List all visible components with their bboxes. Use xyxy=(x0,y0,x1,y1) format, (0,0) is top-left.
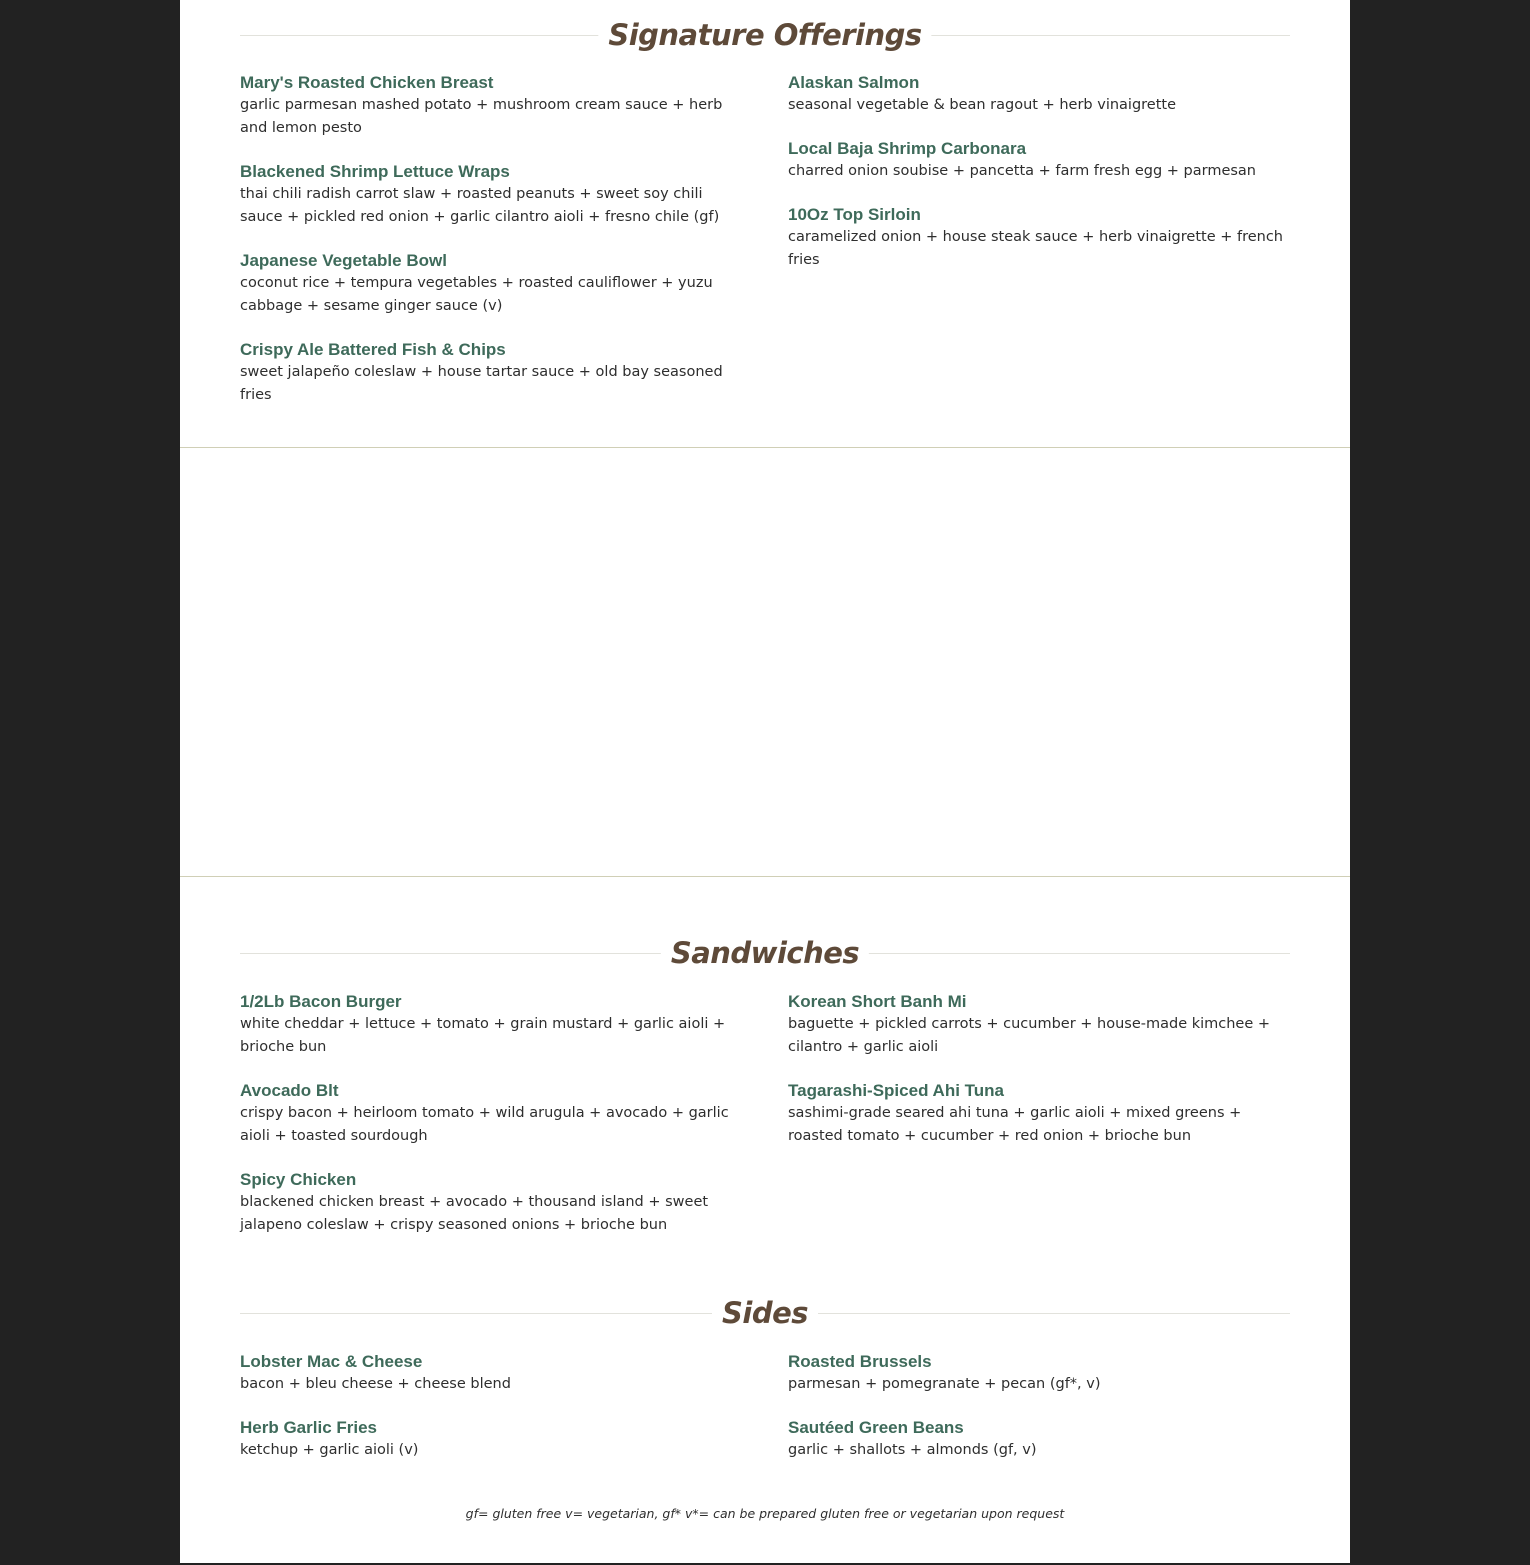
menu-item-description: white cheddar + lettuce + tomato + grain mustard + garlic aioli + brioche bun xyxy=(240,1016,726,1055)
menu-item-description: coconut rice + tempura vegetables + roasted cauliflower + yuzu cabbage + sesame ginger sauce (v) xyxy=(240,275,713,314)
menu-column-left xyxy=(240,990,742,1257)
dietary-footnote: gf= gluten free v= vegetarian, gf* v*= can be prepared gluten free or vegetarian upon request xyxy=(465,1506,1065,1521)
menu-item-name: 1/2Lb Bacon Burger xyxy=(240,992,402,1011)
menu-item xyxy=(788,1416,1290,1462)
menu-item-description: sashimi-grade seared ahi tuna + garlic aioli + mixed greens + roasted tomato + cucumber + red onion + brioche bun xyxy=(788,1105,1242,1144)
menu-item-description: blackened chicken breast + avocado + thousand island + sweet jalapeno coleslaw + crispy seasoned onions + brioche bun xyxy=(240,1194,709,1233)
menu-item-name: Avocado Blt xyxy=(240,1081,339,1100)
menu-item xyxy=(240,71,742,140)
menu-item xyxy=(240,338,742,407)
menu-item-name: Japanese Vegetable Bowl xyxy=(240,251,447,270)
menu-item-name: Korean Short Banh Mi xyxy=(788,992,967,1011)
menu-item-description: crispy bacon + heirloom tomato + wild arugula + avocado + garlic aioli + toasted sourdough xyxy=(240,1105,729,1144)
menu-item xyxy=(240,990,742,1059)
menu-item-description: charred onion soubise + pancetta + farm fresh egg + parmesan xyxy=(788,163,1257,179)
menu-item-name: Herb Garlic Fries xyxy=(240,1418,378,1437)
menu-item-description: seasonal vegetable & bean ragout + herb vinaigrette xyxy=(788,97,1177,113)
menu-item-name: 10Oz Top Sirloin xyxy=(788,205,921,224)
menu-item xyxy=(240,160,742,229)
section-divider xyxy=(180,876,1350,877)
menu-item-description: baguette + pickled carrots + cucumber + house-made kimchee + cilantro + garlic aioli xyxy=(788,1016,1271,1055)
section-title: Signature Offerings xyxy=(598,15,931,55)
menu-item xyxy=(788,71,1290,117)
menu-item xyxy=(240,1168,742,1237)
section-header xyxy=(240,933,1290,973)
menu-item-name: Local Baja Shrimp Carbonara xyxy=(788,139,1027,158)
menu-item-name: Tagarashi-Spiced Ahi Tuna xyxy=(788,1081,1004,1100)
section-title: Sandwiches xyxy=(661,933,869,973)
menu-item xyxy=(240,1350,742,1396)
menu-item xyxy=(788,203,1290,272)
menu-column-right xyxy=(788,1350,1290,1482)
menu-item-description: sweet jalapeño coleslaw + house tartar sauce + old bay seasoned fries xyxy=(240,364,723,403)
menu-item-name: Lobster Mac & Cheese xyxy=(240,1352,423,1371)
menu-item-name: Crispy Ale Battered Fish & Chips xyxy=(240,340,506,359)
menu-item-name: Alaskan Salmon xyxy=(788,73,920,92)
menu-column-left xyxy=(240,1350,742,1482)
menu-column-left xyxy=(240,71,742,427)
section-title: Sides xyxy=(712,1293,818,1333)
section-header xyxy=(240,1293,1290,1333)
menu-item-description: caramelized onion + house steak sauce + herb vinaigrette + french fries xyxy=(788,229,1283,268)
menu-item xyxy=(240,249,742,318)
section-divider xyxy=(180,447,1350,448)
menu-item-name: Sautéed Green Beans xyxy=(788,1418,964,1437)
menu-item xyxy=(788,1350,1290,1396)
menu-item-description: ketchup + garlic aioli (v) xyxy=(240,1442,419,1458)
menu-item-description: garlic + shallots + almonds (gf, v) xyxy=(788,1442,1037,1458)
menu-item-name: Mary's Roasted Chicken Breast xyxy=(240,73,494,92)
menu-item xyxy=(240,1079,742,1148)
menu-item-name: Spicy Chicken xyxy=(240,1170,357,1189)
menu-column-right xyxy=(788,990,1290,1168)
menu-item xyxy=(788,137,1290,183)
section-header xyxy=(240,15,1290,55)
menu-item-name: Roasted Brussels xyxy=(788,1352,932,1371)
menu-item xyxy=(240,1416,742,1462)
menu-item xyxy=(788,1079,1290,1148)
menu-item-name: Blackened Shrimp Lettuce Wraps xyxy=(240,162,510,181)
menu-item xyxy=(788,990,1290,1059)
menu-item-description: parmesan + pomegranate + pecan (gf*, v) xyxy=(788,1376,1101,1392)
menu-item-description: bacon + bleu cheese + cheese blend xyxy=(240,1376,511,1392)
menu-item-description: thai chili radish carrot slaw + roasted peanuts + sweet soy chili sauce + pickled red onion + garlic cilantro aioli + fresno chile (gf) xyxy=(240,186,720,225)
menu-column-right xyxy=(788,71,1290,292)
menu-page xyxy=(180,0,1350,1563)
menu-item-description: garlic parmesan mashed potato + mushroom cream sauce + herb and lemon pesto xyxy=(240,97,723,136)
